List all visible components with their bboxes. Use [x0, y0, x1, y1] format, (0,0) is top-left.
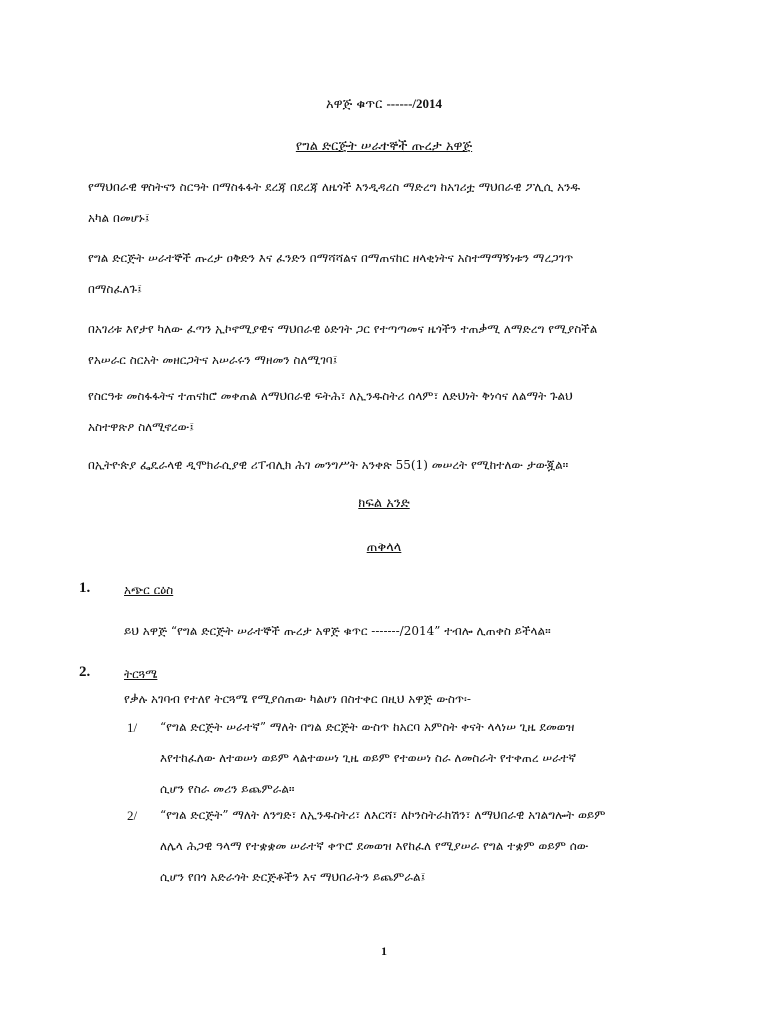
definition-line: እየተከፈለው ለተወሠነ ወይም ላልተወሠነ ጊዜ ወይም የተወሠነ ስራ ለመስራት የተቀጠረ ሠራተኛ [160, 751, 577, 765]
definition-line: “የግል ድርጅት ሠራተኛ” ማለት በግል ድርጅት ውስጥ ከአርባ አምስት ቀናት ላላነሠ ጊዜ ደመወዝ [160, 720, 575, 734]
preamble-paragraph-1 [88, 172, 680, 234]
definition-line: ሲሆን የስራ መሪን ይጨምራል። [160, 782, 295, 796]
part-heading: ክፍል አንድ [358, 496, 410, 511]
preamble-paragraph-5 [88, 450, 680, 481]
paragraph-line: የማህበራዊ ዋስትናን ስርዓት በማስፋፋት ደረጃ በደረጃ ለዜጎች እንዲዳረስ ማድረግ ከአገሪቷ ማህበራዊ ፖሊሲ አንዱ [88, 180, 581, 194]
definition-line: ሲሆን የበጎ አድራጎት ድርጅቶችን እና ማህበራትን ይጨምራል፤ [160, 870, 426, 884]
paragraph-line: አስተዋጽዖ ስለሚኖረው፤ [88, 420, 195, 434]
preamble-paragraph-2 [88, 243, 680, 305]
definition-1-text [160, 712, 680, 805]
preamble-paragraph-3 [88, 314, 680, 376]
paragraph-line: የግል ድርጅት ሠራተኞች ጡረታ ዐቅድን እና ፈንድን በማሻሻልና በማጠናከር ዘላቂነትና አስተማማኝነቱን ማረጋገጥ [88, 251, 574, 265]
preamble-paragraph-4 [88, 381, 680, 443]
section-1-body: ይህ አዋጅ “የግል ድርጅት ሠራተኞች ጡረታ አዋጅ ቁጥር -------/2014” ተብሎ ሊጠቀስ ይችላል። [124, 624, 551, 638]
definition-1-number: 1/ [127, 720, 138, 735]
paragraph-line: በአገሪቱ እየታየ ካለው ፈጣን ኢኮኖሚያዊና ማህበራዊ ዕድገት ጋር የተጣጣመና ዜጎችን ተጠቃሚ ለማድረግ የሚያስችል [88, 322, 598, 336]
section-1-number: 1. [79, 580, 91, 596]
section-2-body: የቃሉ አገባብ የተለየ ትርጓሜ የሚያሰጠው ካልሆነ በስተቀር በዚህ አዋጅ ውስጥ፡- [124, 692, 471, 706]
paragraph-line: በኢትዮጵያ ፌዴራላዊ ዲሞክራሲያዊ ሪፐብሊክ ሕገ መንግሥት አንቀጽ 55(1) መሠረት የሚከተለው ታውጇል። [88, 458, 569, 472]
page-number: 1 [381, 944, 387, 958]
title-number: ------/2014 [386, 96, 443, 111]
proclamation-subtitle: የግል ድርጅት ሠራተኞች ጡረታ አዋጅ [295, 139, 473, 154]
title-prefix: አዋጅ ቁጥር [325, 97, 387, 112]
proclamation-title [0, 96, 768, 112]
definition-line: “የግል ድርጅት” ማለት ለንግድ፣ ለኢንዱስትሪ፣ ለእርሻ፣ ለኮንስትራክሽን፣ ለማህበራዊ አገልግሎት ወይም [160, 808, 606, 822]
definition-2-text [160, 800, 680, 893]
definition-2-number: 2/ [127, 808, 138, 823]
definition-line: ለሌላ ሕጋዊ ዓላማ የተቋቋመ ሠራተኛ ቀጥሮ ደመወዝ እየከፈለ የሚያሠራ የግል ተቋም ወይም ሰው [160, 839, 589, 853]
section-2-number: 2. [79, 664, 91, 680]
part-subheading: ጠቅላላ [366, 540, 402, 555]
paragraph-line: አካል በመሆኑ፤ [88, 211, 150, 225]
paragraph-line: በማስፈለጉ፤ [88, 282, 142, 296]
paragraph-line: የአሠራር ስርአት መዘርጋትና አሠራሩን ማዘመን ስለሚገባ፤ [88, 353, 338, 367]
section-2-title: ትርጓሜ [124, 667, 158, 681]
paragraph-line: የስርዓቱ መስፋፋትና ተጠናክሮ መቀጠል ለማህበራዊ ፍትሕ፣ ለኢንዱስትሪ ሰላም፣ ለድህነት ቅነሳና ለልማት ጉልህ [88, 389, 573, 403]
section-1-title: አጭር ርዕስ [124, 583, 174, 597]
